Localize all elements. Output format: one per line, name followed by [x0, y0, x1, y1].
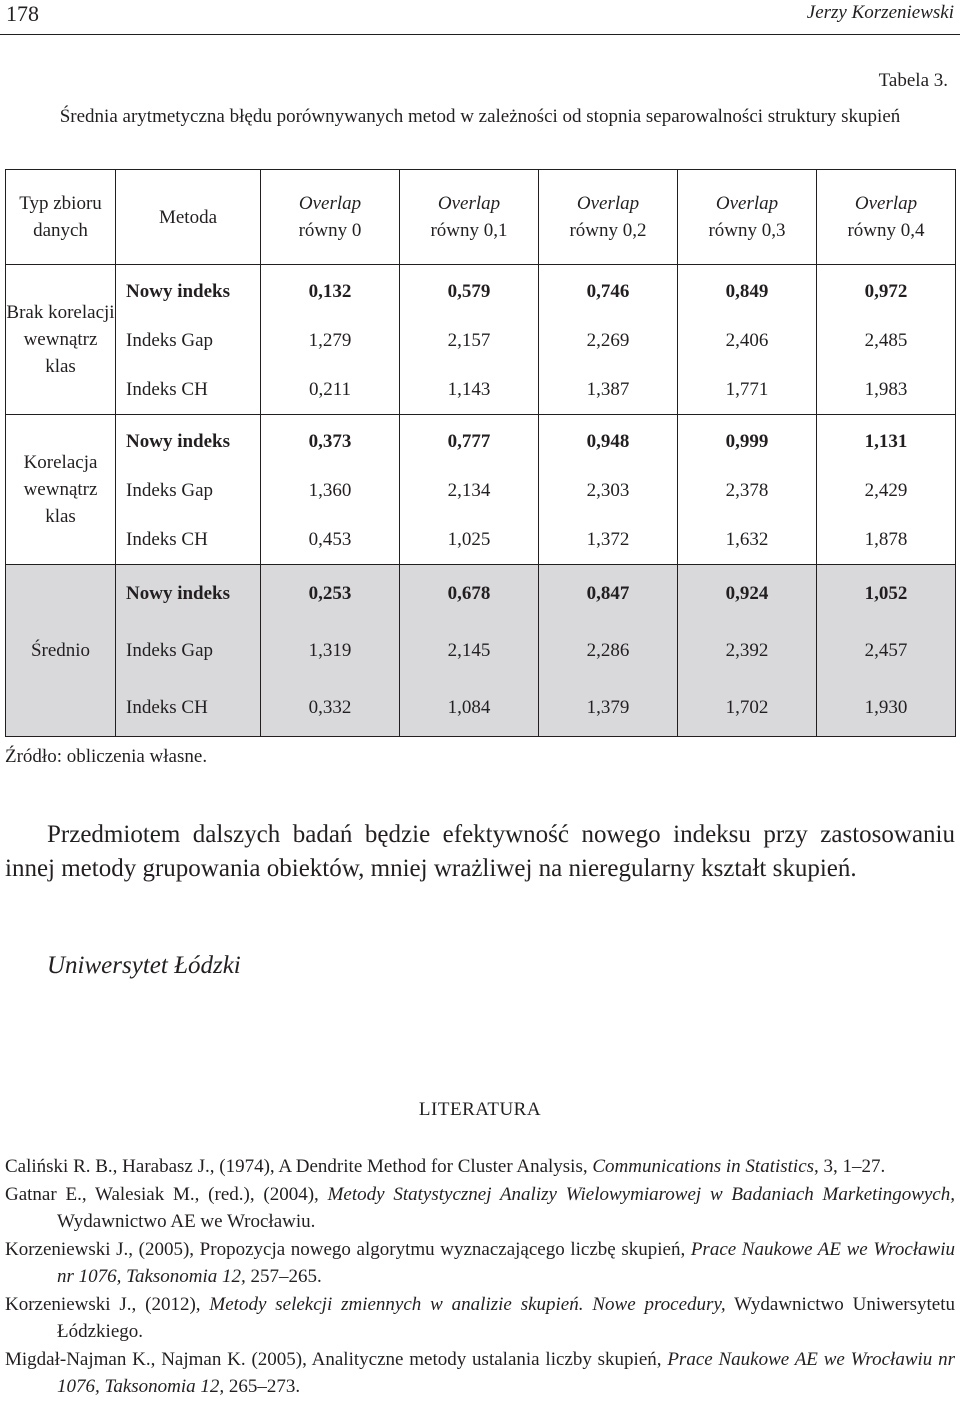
reference-entry [5, 1181, 955, 1236]
group-label: Średnio [6, 565, 116, 737]
value-cell: 1,878 [864, 528, 908, 550]
table-group-row [6, 265, 956, 415]
method-name: Indeks CH [126, 378, 208, 400]
value-cell: 0,746 [586, 280, 630, 302]
value-cell: 1,143 [447, 378, 491, 400]
reference-text: Gatnar E., Walesiak M., (red.), (2004), [5, 1183, 328, 1205]
literature-heading: LITERATURA [418, 1099, 542, 1120]
header-type: Typ zbioru danych [6, 170, 116, 265]
value-cell: 1,983 [864, 378, 908, 400]
value-cell: 0,579 [447, 280, 491, 302]
value-cell: 2,392 [725, 639, 769, 661]
header-overlap-2: Overlap równy 0,2 [539, 170, 678, 265]
page-number: 178 [6, 1, 39, 26]
reference-entry [5, 1346, 955, 1401]
method-name: Indeks Gap [126, 479, 214, 501]
value-cell: 1,319 [308, 639, 352, 661]
method-name: Nowy indeks [126, 280, 230, 302]
value-cell: 0,777 [447, 430, 491, 452]
header-method: Metoda [116, 170, 261, 265]
header-overlap-4: Overlap równy 0,4 [817, 170, 956, 265]
value-cell: 0,211 [308, 378, 352, 400]
reference-text: Caliński R. B., Harabasz J., (1974), A Dendrite Method for Cluster Analysis, [5, 1156, 593, 1177]
value-cell: 0,948 [586, 430, 630, 452]
body-paragraph: Przedmiotem dalszych badań będzie efektywność nowego indeksu przy zastosowaniu innej metody grupowania obiektów, mniej wrażliwej na nieregularny kształt skupień. [5, 821, 955, 882]
references-list [5, 1153, 955, 1401]
value-cell: 0,972 [864, 280, 908, 302]
value-cell: 2,145 [447, 639, 491, 661]
page-header [0, 0, 960, 35]
value-cell: 2,157 [447, 329, 491, 351]
table-title: Średnia arytmetyczna błędu porównywanych metod w zależności od stopnia separowalności struktury skupień [59, 106, 901, 127]
source-note: Źródło: obliczenia własne. [5, 746, 208, 767]
value-cell: 1,131 [864, 430, 908, 452]
value-cell: 2,286 [586, 639, 630, 661]
value-cell: 1,025 [447, 528, 491, 550]
reference-text: Korzeniewski J., (2005), Propozycja nowego algorytmu wyznaczającego liczbę skupień, [5, 1238, 691, 1260]
value-cell: 0,924 [725, 582, 769, 604]
reference-entry [5, 1291, 955, 1346]
value-cell: 1,771 [725, 378, 769, 400]
results-table [5, 169, 956, 737]
value-cell: 1,387 [586, 378, 630, 400]
reference-text: 265–273. [224, 1376, 301, 1397]
value-cell: 1,632 [725, 528, 769, 550]
reference-text: Communications in Statistics [592, 1156, 815, 1177]
table-group-row [6, 565, 956, 737]
method-name: Indeks Gap [126, 639, 214, 661]
value-cell: 2,378 [725, 479, 769, 501]
method-name: Indeks CH [126, 696, 208, 718]
affiliation: Uniwersytet Łódzki [47, 952, 241, 979]
value-cell: 1,702 [725, 696, 769, 718]
reference-text: Wydawnictwo Uniwersytetu Łódzkiego. [57, 1293, 956, 1342]
value-cell: 2,457 [864, 639, 908, 661]
value-cell: 2,485 [864, 329, 908, 351]
reference-text: Metody Statystycznej Analizy Wielowymiarowej w Badaniach Marketingowych, [327, 1183, 955, 1205]
header-overlap-0: Overlap równy 0 [261, 170, 400, 265]
value-cell: 2,134 [447, 479, 491, 501]
method-name: Indeks Gap [126, 329, 214, 351]
reference-text: Prace Naukowe AE we Wrocławiu nr 1076, Taksonomia 12, [57, 1348, 956, 1397]
value-cell: 0,999 [725, 430, 769, 452]
value-cell: 2,429 [864, 479, 908, 501]
value-cell: 0,847 [586, 582, 630, 604]
value-cell: 0,373 [308, 430, 352, 452]
reference-text: Prace Naukowe AE we Wrocławiu nr 1076, Taksonomia 12, [57, 1238, 955, 1287]
running-head: Jerzy Korzeniewski [806, 2, 954, 23]
value-cell: 1,279 [308, 329, 352, 351]
table-label: Tabela 3. [878, 70, 948, 91]
value-cell: 1,930 [864, 696, 908, 718]
value-cell: 2,303 [586, 479, 630, 501]
group-label: Brak korelacji wewnątrz klas [6, 265, 116, 415]
value-cell: 0,253 [308, 582, 352, 604]
value-cell: 0,132 [308, 280, 352, 302]
table-header-row [6, 170, 956, 265]
reference-text: 257–265. [245, 1266, 322, 1287]
reference-text: Migdał-Najman K., Najman K. (2005), Analityczne metody ustalania liczby skupień, [5, 1348, 668, 1370]
value-cell: 1,379 [586, 696, 630, 718]
reference-text: Korzeniewski J., (2012), [5, 1293, 210, 1315]
value-cell: 1,052 [864, 582, 908, 604]
value-cell: 0,678 [447, 582, 491, 604]
header-overlap-1: Overlap równy 0,1 [400, 170, 539, 265]
method-name: Nowy indeks [126, 430, 230, 452]
group-label: Korelacja wewnątrz klas [6, 415, 116, 565]
reference-entry [5, 1236, 955, 1291]
method-name: Indeks CH [126, 528, 208, 550]
value-cell: 1,360 [308, 479, 352, 501]
reference-entry [5, 1153, 955, 1181]
value-cell: 0,453 [308, 528, 352, 550]
value-cell: 2,269 [586, 329, 630, 351]
header-overlap-3: Overlap równy 0,3 [678, 170, 817, 265]
reference-text: Metody selekcji zmiennych w analizie skupień. Nowe procedury, [209, 1293, 726, 1315]
value-cell: 2,406 [725, 329, 769, 351]
reference-text: Wydawnictwo AE we Wrocławiu. [57, 1211, 316, 1232]
value-cell: 0,332 [308, 696, 352, 718]
value-cell: 0,849 [725, 280, 769, 302]
method-name: Nowy indeks [126, 582, 230, 604]
value-cell: 1,372 [586, 528, 630, 550]
table-group-row [6, 415, 956, 565]
value-cell: 1,084 [447, 696, 491, 718]
reference-text: , 3, 1–27. [814, 1156, 886, 1177]
